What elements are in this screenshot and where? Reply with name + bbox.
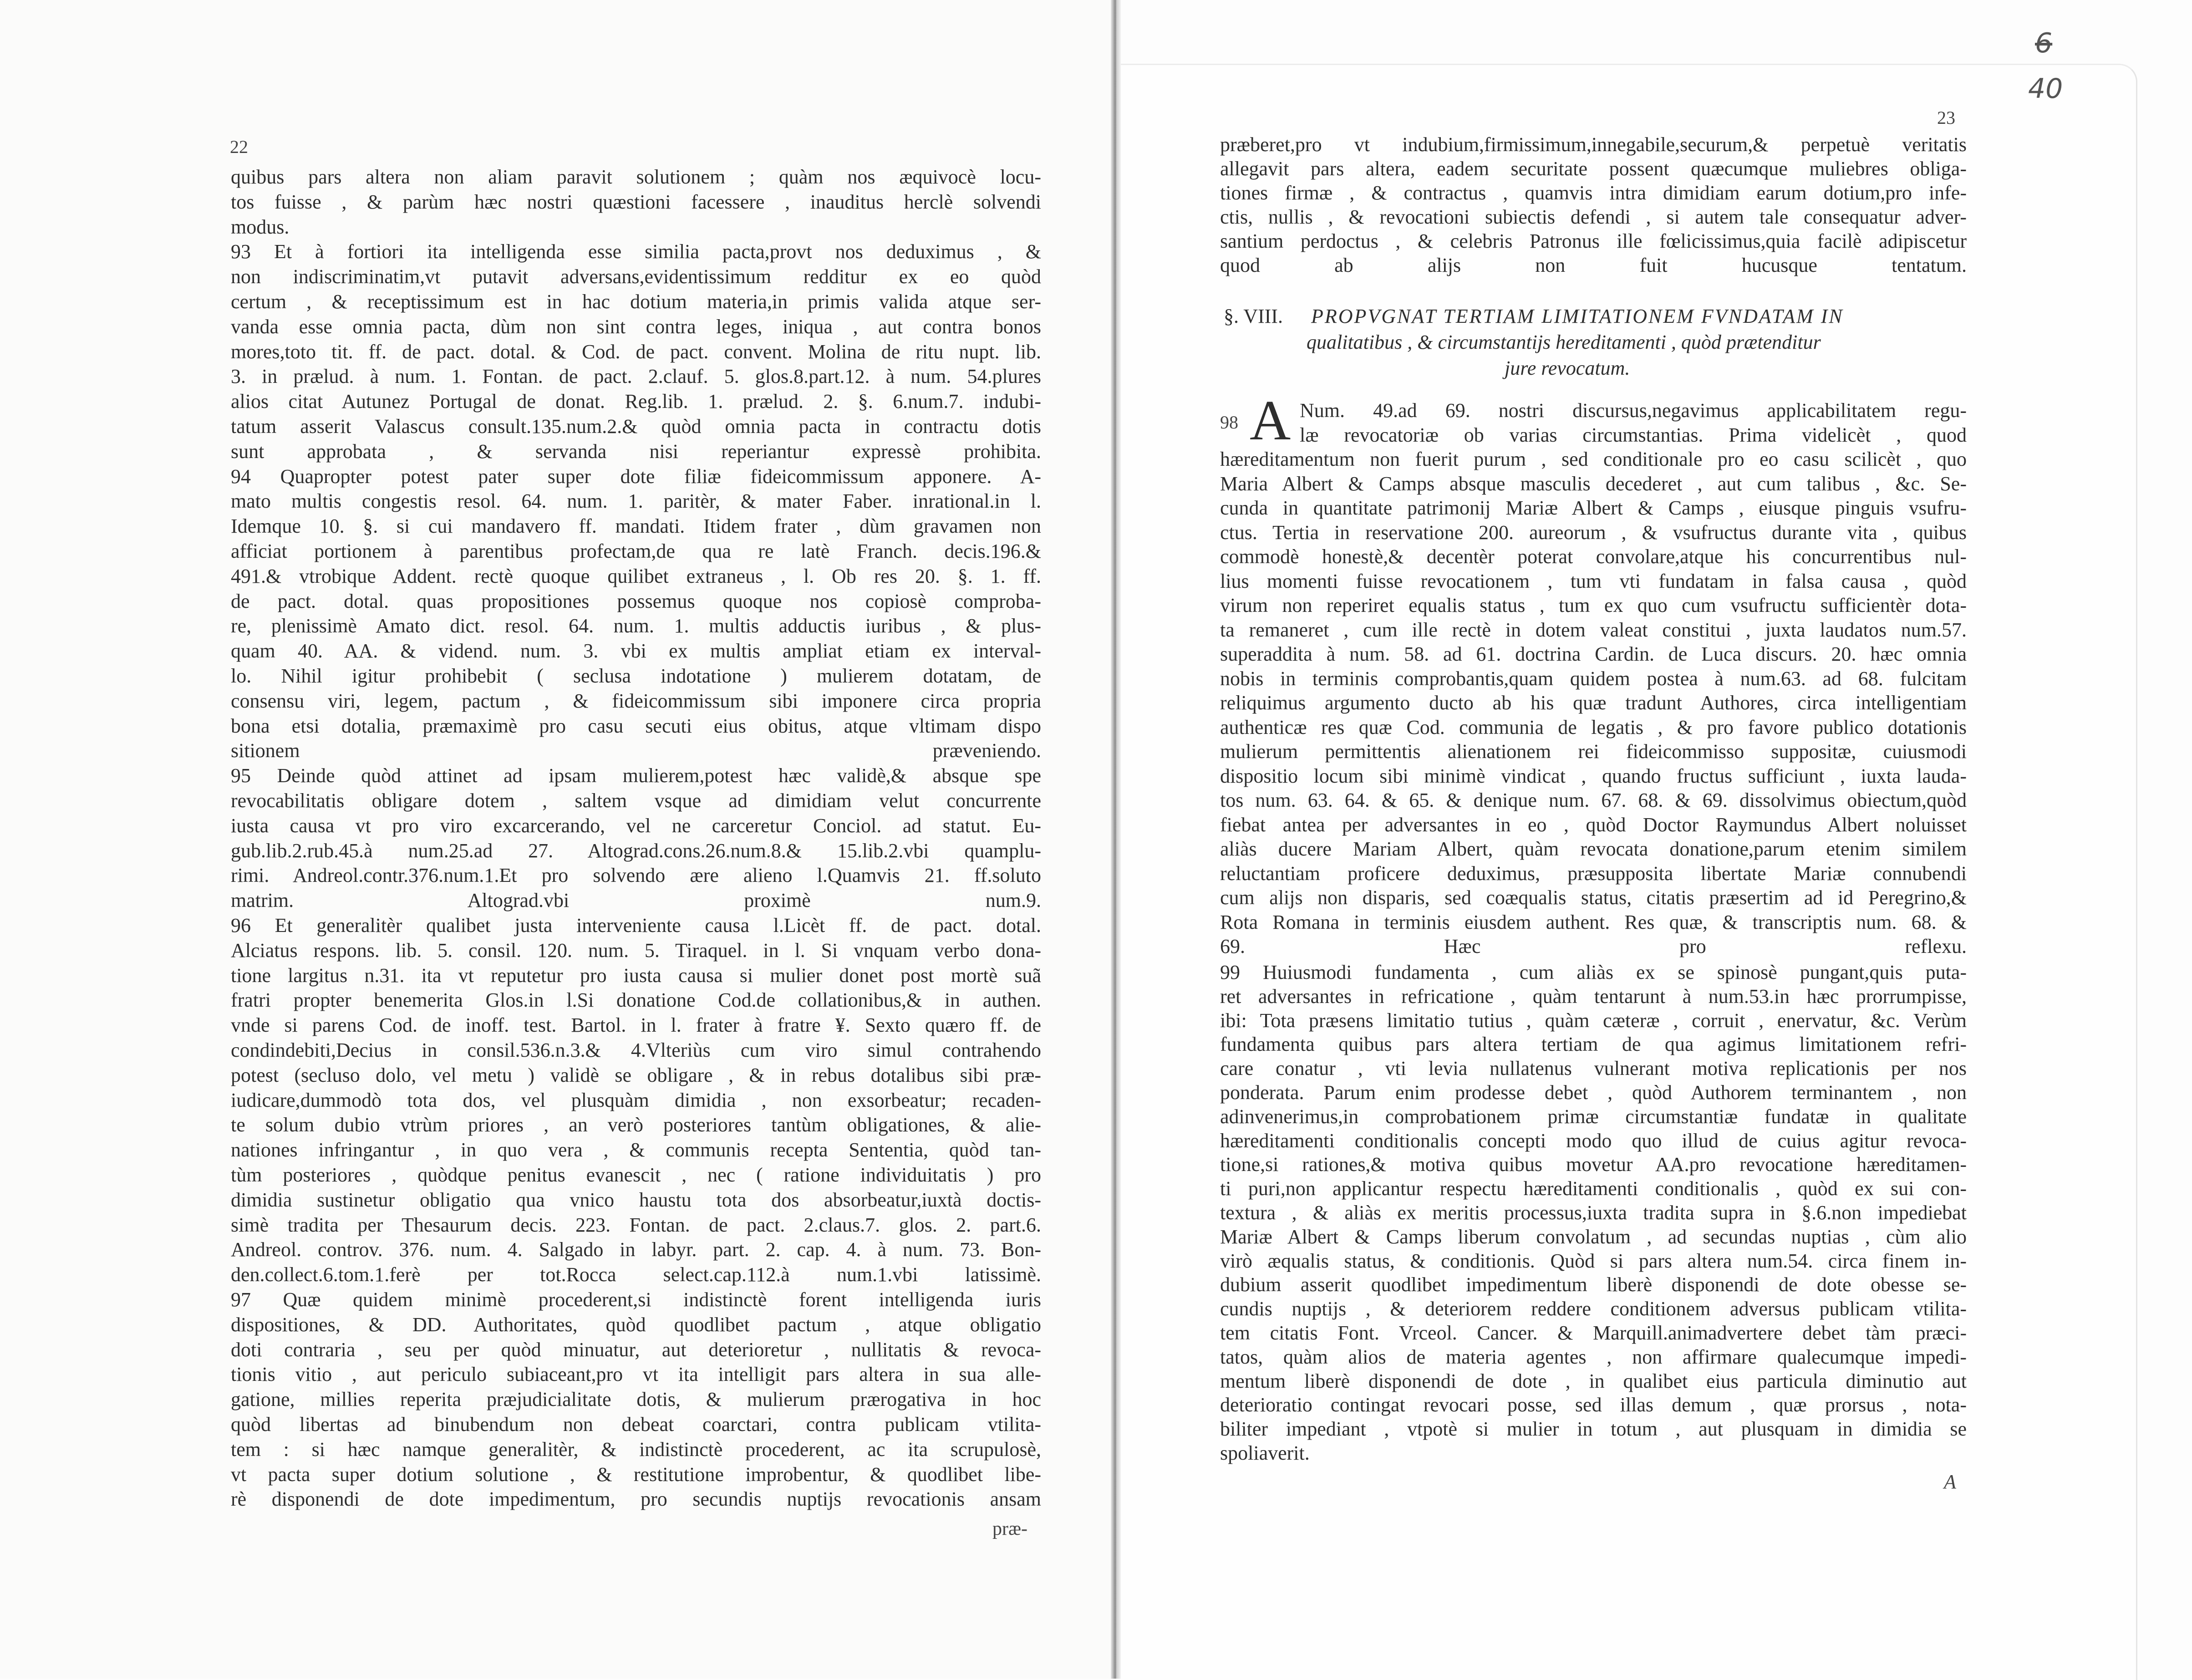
text-line: fratri propter benemerita Glos.in l.Si donatione Cod.de collationibus,& in authen.: [231, 989, 1041, 1012]
text-line: de pact. dotal. quas propositiones possemus quoque nos copiosè comproba-: [231, 590, 1041, 612]
text-line: deterioratio contingat revocari posse, sed illas demum , quæ prorsus , nota-: [1220, 1394, 1967, 1416]
text-line: aliàs ducere Mariam Albert, quàm revocata donatione,parum etenim similem: [1220, 838, 1967, 860]
paragraph-number: 98: [1220, 412, 1238, 433]
text-line: Maria Albert & Camps absque masculis decederet , aut cum talibus , &c. Se-: [1220, 472, 1967, 495]
catchword: præ-: [992, 1518, 1027, 1539]
page-number: 23: [1937, 107, 1955, 128]
text-line: mulierum permittentis alienationem rei fideicommisso suppositæ, cuiusmodi: [1220, 740, 1967, 763]
text-line: certum , & receptissimum est in hac dotium materia,in primis valida atque ser-: [231, 290, 1041, 313]
text-line: 93 Et à fortiori ita intelligenda esse similia pacta,provt nos deduximus , &: [231, 240, 1041, 263]
catchword: A: [1944, 1471, 1956, 1493]
text-line: tiones firmæ , & contractus , quamvis intra dimidiam earum dotium,pro infe-: [1220, 182, 1967, 204]
text-line: 99 Huiusmodi fundamenta , cum aliàs ex se spinosè pungant,quis puta-: [1220, 961, 1967, 983]
handwritten-old-folio: 6: [2035, 27, 2053, 59]
text-line: ctis, nullis , & revocationi subiectis defendi , si autem tale consequatur adver-: [1220, 206, 1967, 228]
text-line: re, plenissimè Amato dict. resol. 64. num. 1. multis adductis iuribus , & plus-: [231, 615, 1041, 637]
text-line: spoliaverit.: [1220, 1442, 1310, 1464]
text-line: authenticæ res quæ Cod. communia de legatis , & pro favore publico dotationis: [1220, 716, 1967, 738]
text-line: virò æqualis status, & conditionis. Quòd si pars altera num.54. circa finem in-: [1220, 1249, 1967, 1272]
text-line: dispositio locum sibi minimè vindicat , quando fructus sufficiunt , iuxta lauda-: [1220, 764, 1967, 787]
text-line: 97 Quæ quidem minimè procederent,si indistinctè forent intelligenda iuris: [231, 1288, 1041, 1311]
text-line: alios citat Autunez Portugal de donat. Reg.lib. 1. prælud. 2. §. 6.num.7. indubi-: [231, 390, 1041, 413]
text-line: adinvenerimus,in comprobationem primæ circumstantiæ fundatæ in qualitate: [1220, 1105, 1967, 1128]
text-line: 69. Hæc pro reflexu.: [1220, 935, 1967, 957]
text-line: santium perdoctus , & celebris Patronus ille fœlicissimus,quia facilè adipiscetur: [1220, 230, 1967, 252]
text-line: revocabilitatis obligare dotem , saltem vsque ad dimidiam velut concurrente: [231, 789, 1041, 812]
text-line: tione largitus n.31. ita vt reputetur pro iusta causa si mulier donet post mortè suã: [231, 964, 1041, 987]
text-line: fundamenta quibus pars altera tertiam de qua agimus limitationem refri-: [1220, 1033, 1967, 1056]
text-line: superaddita à num. 58. ad 61. doctrina Cardin. de Luca discurs. 20. hæc omnia: [1220, 643, 1967, 665]
section-number: §. VIII.: [1224, 305, 1283, 327]
text-line: 3. in prælud. à num. 1. Fontan. de pact. 2.clauf. 5. glos.8.part.12. à num. 54.plures: [231, 365, 1041, 388]
text-line: simè tradita per Thesaurum decis. 223. Fontan. de pact. 2.claus.7. glos. 2. part.6.: [231, 1213, 1041, 1236]
text-line: læ revocatoriæ ob varias circumstantias. Prima videlicèt , quod: [1300, 423, 1967, 446]
text-line: consensu viri, legem, pactum , & fideicommissum sibi imponere circa propria: [231, 689, 1041, 712]
text-line: rè disponendi de dote impedimentum, pro secundis nuptijs revocationis ansam: [231, 1488, 1041, 1511]
text-line: quam 40. AA. & vidend. num. 3. vbi ex multis ampliat etiam ex interval-: [231, 640, 1041, 662]
text-line: nobis in terminis comprobantis,quam quidem postea à num.63. ad 68. fulcitam: [1220, 667, 1967, 690]
text-line: vanda esse omnia pacta, dùm non sint contra leges, iniqua , aut contra bonos: [231, 315, 1041, 338]
text-line: fiebat antea per adversantes in eo , quòd Doctor Raymundus Albert noluisset: [1220, 813, 1967, 836]
text-line: ta remaneret , cum ille rectè in dotem valeat constitui , juxta laudatos num.57.: [1220, 618, 1967, 641]
text-line: den.collect.6.tom.1.ferè per tot.Rocca select.cap.112.à num.1.vbi latissimè.: [231, 1263, 1041, 1286]
text-line: reluctantiam proficere deduximus, præsupposita libertate Mariæ connubendi: [1220, 862, 1967, 885]
text-line: matrim. Altograd.vbi proximè num.9.: [231, 889, 1041, 912]
text-line: dispositiones, & DD. Authoritates, quòd quodlibet pactum , atque obligatio: [231, 1313, 1041, 1336]
text-line: textura , & aliàs ex meritis processus,iuxta tradita supra in §.6.non impediebat: [1220, 1201, 1967, 1224]
text-line: lo. Nihil igitur prohibebit ( seclusa indotatione ) mulierem dotatam, de: [231, 665, 1041, 687]
text-line: afficiat portionem à parentibus profectam,de qua re latè Franch. decis.196.&: [231, 540, 1041, 562]
section-title-line-1: PROPVGNAT TERTIAM LIMITATIONEM FVNDATAM IN: [1311, 305, 1844, 327]
text-line: care conatur , vti levia nullatenus vulnerant motiva replicationis per nos: [1220, 1057, 1967, 1080]
text-line: allegavit pars altera, eadem securitate possent quæcumque muliebres obliga-: [1220, 158, 1967, 180]
handwritten-folio: 40: [2028, 73, 2063, 105]
page-number: 22: [230, 137, 248, 157]
text-line: tos fuisse , & parùm hæc nostri quæstioni facessere , inauditus herclè solvendi: [231, 190, 1041, 213]
text-line: te solum dubio vtrùm priores , an verò posteriores tantùm obligationes, & alie-: [231, 1114, 1041, 1136]
text-line: lius momenti fuisse revocationem , tum vti fundatam in falsa causa , quòd: [1220, 570, 1967, 592]
text-line: biliter impediant , vtpotè si mulier in totum , aut plusquam in dimidia se: [1220, 1418, 1967, 1441]
text-line: dubium asserit quodlibet impedimentum liberè disponendi de dote obesse se-: [1220, 1273, 1967, 1296]
text-line: 94 Quapropter potest pater super dote filiæ fideicommissum apponere. A-: [231, 465, 1041, 488]
text-line: tùm posteriores , quòdque penitus evanescit , nec ( ratione individuitatis ) pro: [231, 1164, 1041, 1186]
text-line: hæreditamenti conditionalis concepti modo quo illud de cuius agitur revoca-: [1220, 1129, 1967, 1152]
text-line: vnde si parens Cod. de inoff. test. Bartol. in l. frater à fratre ¥. Sexto quæro ff. de: [231, 1014, 1041, 1037]
text-line: Rota Romana in terminis eiusdem authent. Res quæ, & transcriptis num. 68. &: [1220, 911, 1967, 933]
text-line: rimi. Andreol.contr.376.num.1.Et pro solvendo ære alieno l.Quamvis 21. ff.soluto: [231, 864, 1041, 887]
text-line: quod ab alijs non fuit hucusque tentatum.: [1220, 254, 1967, 276]
section-title-line-3: jure revocatum.: [1505, 357, 1630, 379]
text-line: Alciatus respons. lib. 5. consil. 120. num. 5. Tiraquel. in l. Si vnquam verbo dona-: [231, 939, 1041, 962]
text-line: Mariæ Albert & Camps liberum convolatum , ad secundas nuptias , cùm alio: [1220, 1225, 1967, 1248]
text-line: virum non reperiret equalis status , tum ex quo cum vsufructu sufficientèr dota-: [1220, 594, 1967, 616]
text-line: 95 Deinde quòd attinet ad ipsam mulierem,potest hæc validè,& absque spe: [231, 764, 1041, 787]
text-line: dimidia sustinetur obligatio qua vnico haustu tota dos absorbeatur,iuxtà doctis-: [231, 1188, 1041, 1211]
text-line: tatos, quàm alios de materia agentes , non affirmare qualecumque impedi-: [1220, 1345, 1967, 1368]
text-line: præberet,pro vt indubium,firmissimum,innegabile,securum,& perpetuè veritatis: [1220, 133, 1967, 156]
text-line: condindebiti,Decius in consil.536.n.3.& 4.Vlteriùs cum viro simul contrahendo: [231, 1039, 1041, 1061]
text-line: tem : si hæc namque generalitèr, & indistinctè procederent, ac ita scrupulosè,: [231, 1438, 1041, 1461]
text-line: tos num. 63. 64. & 65. & denique num. 67. 68. & 69. dissolvimus obiectum,quòd: [1220, 789, 1967, 811]
text-line: tem citatis Font. Vrceol. Cancer. & Marquill.animadvertere debet tàm præci-: [1220, 1322, 1967, 1344]
text-line: gatione, millies reperita præjudicialitate dotis, & mulierum prærogativa in hoc: [231, 1388, 1041, 1411]
text-line: doti contraria , seu per quòd minuatur, aut deterioretur , nullitatis & revoca-: [231, 1338, 1041, 1361]
text-line: ret adversantes in refricatione , quàm tentarunt à num.53.in hæc prorrumpisse,: [1220, 985, 1967, 1008]
text-line: Idemque 10. §. si cui mandavero ff. mandati. Itidem frater , dùm gravamen non: [231, 515, 1041, 538]
text-line: cundis nuptijs , & deteriorem reddere conditionem adversus publicam vtilita-: [1220, 1298, 1967, 1320]
text-line: 96 Et generalitèr qualibet justa interveniente causa l.Licèt ff. de pact. dotal.: [231, 914, 1041, 937]
text-line: cunda in quantitate patrimonij Mariæ Albert & Camps , eiusque pinguis vsufru-: [1220, 497, 1967, 519]
text-line: ti puri,non applicantur respectu hæreditamenti conditionalis , quòd ex sui con-: [1220, 1177, 1967, 1200]
text-line: mentum liberè disponendi de dote , in qualibet eius particula diminutio aut: [1220, 1369, 1967, 1392]
text-line: vt pacta super dotium solutione , & restitutione improbentur, & quodlibet libe-: [231, 1463, 1041, 1486]
text-line: hæreditamentum non fuerit purum , sed conditionale pro eo casu scilicèt , quo: [1220, 448, 1967, 470]
text-line: quòd libertas ad binubendum non debeat coarctari, contra publicam vtilita-: [231, 1413, 1041, 1436]
text-line: iusta causa vt pro viro excarcerando, vel ne carceretur Conciol. ad statut. Eu-: [231, 814, 1041, 837]
text-line: quibus pars altera non aliam paravit solutionem ; quàm nos æquivocè locu-: [231, 166, 1041, 188]
text-line: ibi: Tota præsens limitatio tutius , quàm cæteræ , corruit , enervatur, &c. Verùm: [1220, 1009, 1967, 1032]
text-line: cum alijs non disparis, sed coæqualis status, citatis præsertim ad id Peregrino,&: [1220, 886, 1967, 909]
section-title-line-2: qualitatibus , & circumstantijs hereditamenti , quòd prætenditur: [1307, 331, 1821, 353]
text-line: modus.: [231, 215, 290, 238]
text-line: tatum asserit Valascus consult.135.num.2.& quòd omnia pacta in contractu dotis: [231, 415, 1041, 438]
text-line: reliquimus argumento ducto ab his quæ tradunt Authores, circa intelligentiam: [1220, 692, 1967, 714]
text-line: mores,toto tit. ff. de pact. dotal. & Cod. de pact. convent. Molina de ritu nupt. lib.: [231, 340, 1041, 363]
text-line: 491.& vtrobique Addent. rectè quoque quilibet extraneus , l. Ob res 20. §. 1. ff.: [231, 565, 1041, 587]
text-line: potest (secluso dolo, vel metu ) validè se obligare , & in rebus dotalibus sibi præ-: [231, 1064, 1041, 1086]
text-line: mato multis congestis resol. 64. num. 1. paritèr, & mater Faber. inrational.in l.: [231, 490, 1041, 513]
text-line: commodè honestè,& decentèr poterat convolare,atque his concurrentibus nul-: [1220, 545, 1967, 568]
text-line: bona etsi dotalia, præmaximè pro casu secuti eius obitus, atque vltimam dispo: [231, 714, 1041, 737]
text-line: sunt approbata , & servanda nisi reperiantur expressè prohibita.: [231, 440, 1041, 463]
text-line: non indiscriminatim,vt putavit adversans,evidentissimum redditur ex eo quòd: [231, 265, 1041, 288]
text-line: ctus. Tertia in reservatione 200. aureorum , & vsufructus durante vita , quibus: [1220, 521, 1967, 544]
text-line: ponderata. Parum enim prodesse debet , quòd Authorem terminantem , non: [1220, 1081, 1967, 1104]
text-line: gub.lib.2.rub.45.à num.25.ad 27. Altograd.cons.26.num.8.& 15.lib.2.vbi quamplu-: [231, 839, 1041, 862]
book-gutter: [1111, 0, 1121, 1679]
text-line: iudicare,dummodò tota dos, vel plusquàm dimidia , non exsorbeatur; recaden-: [231, 1089, 1041, 1111]
text-line: tione,si rationes,& motiva quibus movetur AA.pro revocatione hæreditamen-: [1220, 1153, 1967, 1176]
drop-cap: A: [1250, 389, 1291, 452]
text-line: Andreol. controv. 376. num. 4. Salgado in labyr. part. 2. cap. 4. à num. 73. Bon-: [231, 1238, 1041, 1261]
text-line: sitionem præveniendo.: [231, 739, 1041, 762]
text-line: nationes infringantur , in quo vera , & communis recepta Sententia, quòd tan-: [231, 1139, 1041, 1161]
text-line: Num. 49.ad 69. nostri discursus,negavimus applicabilitatem regu-: [1300, 399, 1967, 422]
text-line: tionis vitio , aut periculo subiaceant,pro vt ita intelligit pars altera in sua alle-: [231, 1363, 1041, 1386]
